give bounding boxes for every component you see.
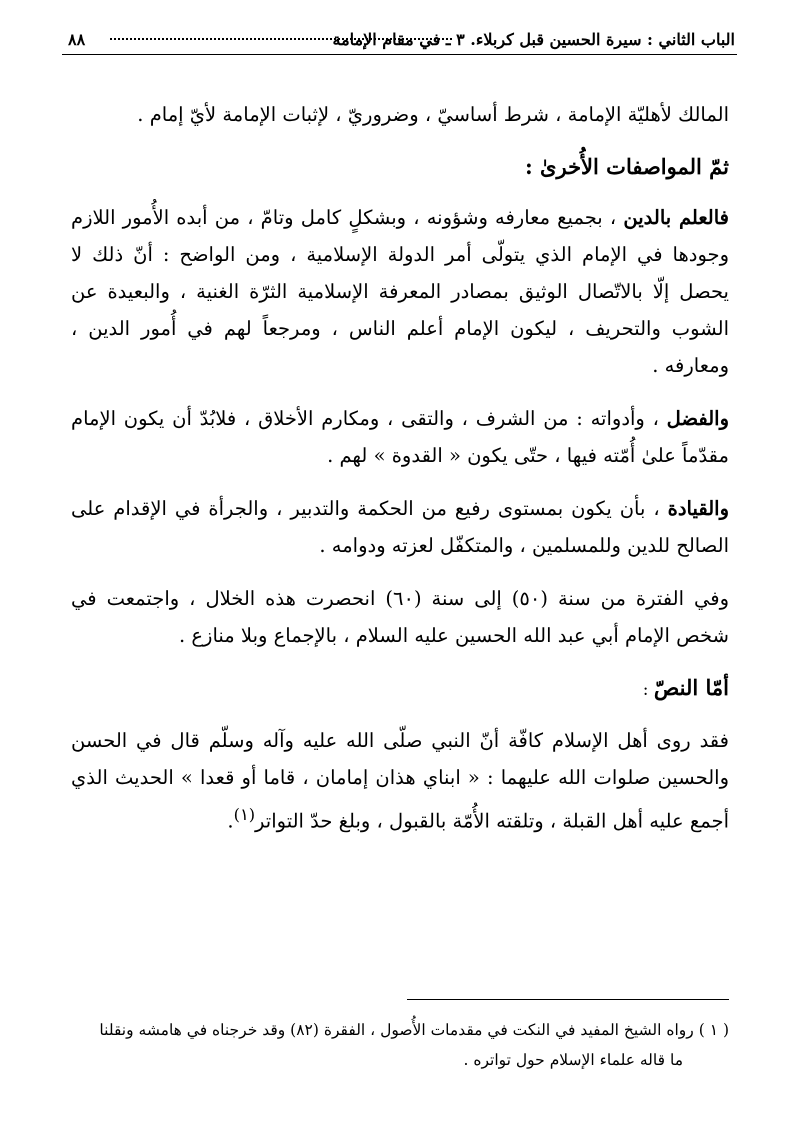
paragraph-hadith-end: . bbox=[227, 809, 234, 833]
footnote-separator bbox=[407, 999, 729, 1000]
running-title: الباب الثاني : سيرة الحسين قبل كربلاء. ٣ ـ في مقام الإمامة bbox=[332, 30, 735, 49]
paragraph-knowledge bbox=[71, 199, 729, 384]
section-heading-text-colon: : bbox=[642, 680, 654, 700]
footnote-reference[interactable]: (١) bbox=[233, 805, 256, 824]
main-text bbox=[71, 96, 729, 856]
paragraph-virtue-body: ، وأدواته : من الشرف ، والتقى ، ومكارم الأخلاق ، فلابُدّ أن يكون الإمام مقدّماً علىٰ أُمّته فيها ، حتّى يكون « القدوة » لهم . bbox=[71, 407, 729, 467]
paragraph-leadership-lead: والقيادة bbox=[667, 497, 729, 520]
paragraph-leadership-body: ، بأن يكون بمستوى رفيع من الحكمة والتدبير ، والجرأة في الإقدام على الصالح للدين وللمسلمين ، والمتكفّل لعزته ودوامه . bbox=[71, 497, 729, 557]
section-heading-text-bold: أمّا النصّ bbox=[653, 675, 729, 700]
paragraph-virtue bbox=[71, 400, 729, 474]
page-number: ٨٨ bbox=[68, 30, 86, 49]
paragraph-1: المالك لأهليّة الإمامة ، شرط أساسيّ ، وضروريّ ، لإثبات الإمامة لأيّ إمام . bbox=[137, 103, 729, 126]
footnote bbox=[71, 1015, 729, 1075]
leader-dots bbox=[110, 38, 452, 40]
paragraph-virtue-lead: والفضل bbox=[666, 407, 729, 430]
paragraph-leadership bbox=[71, 490, 729, 564]
paragraph-knowledge-lead: فالعلم بالدين bbox=[623, 206, 729, 229]
footnote-line-1: ( ١ ) رواه الشيخ المفيد في النكت في مقدمات الأُصول ، الفقرة (٨٢) وقد خرجناه في هامشه ونقلنا bbox=[99, 1021, 729, 1039]
paragraph-hadith bbox=[71, 722, 729, 840]
footnote-line-2: ما قاله علماء الإسلام حول تواتره . bbox=[463, 1051, 683, 1069]
paragraph-hadith-body: فقد روى أهل الإسلام كافّة أنّ النبي صلّى الله عليه وآله وسلّم قال في الحسن والحسين صلوات الله عليهما : « ابناي هذان إمامان ، قاما أو قعدا » الحديث الذي أجمع عليه أهل القبلة ، وتلقته الأُمّة بالقبول ، وبلغ حدّ التواتر bbox=[71, 729, 729, 833]
paragraph-knowledge-body: ، بجميع معارفه وشؤونه ، وبشكلٍ كامل وتامّ ، من أبده الأُمور اللازم وجودها في الإمام الذي يتولّى أمر الدولة الإسلامية ، ومن الواضح : أنّ ذلك لا يحصل إلّا بالاتّصال الوثيق بمصادر المعرفة الإسلامية الثرّة الغنية ، والبعيدة عن الشوب والتحريف ، ليكون الإمام أعلم الناس ، ومرجعاً لهم في أُمور الدين ، ومعارفه . bbox=[71, 206, 729, 377]
paragraph-period: وفي الفترة من سنة (٥٠) إلى سنة (٦٠) انحصرت هذه الخلال ، واجتمعت في شخص الإمام أبي عبد الله الحسين عليه السلام ، بالإجماع وبلا منازع . bbox=[71, 587, 729, 647]
section-heading-other-qualities: ثمّ المواصفات الأُخرىٰ : bbox=[524, 154, 729, 179]
running-header bbox=[62, 28, 737, 55]
section-heading-text bbox=[71, 670, 729, 708]
